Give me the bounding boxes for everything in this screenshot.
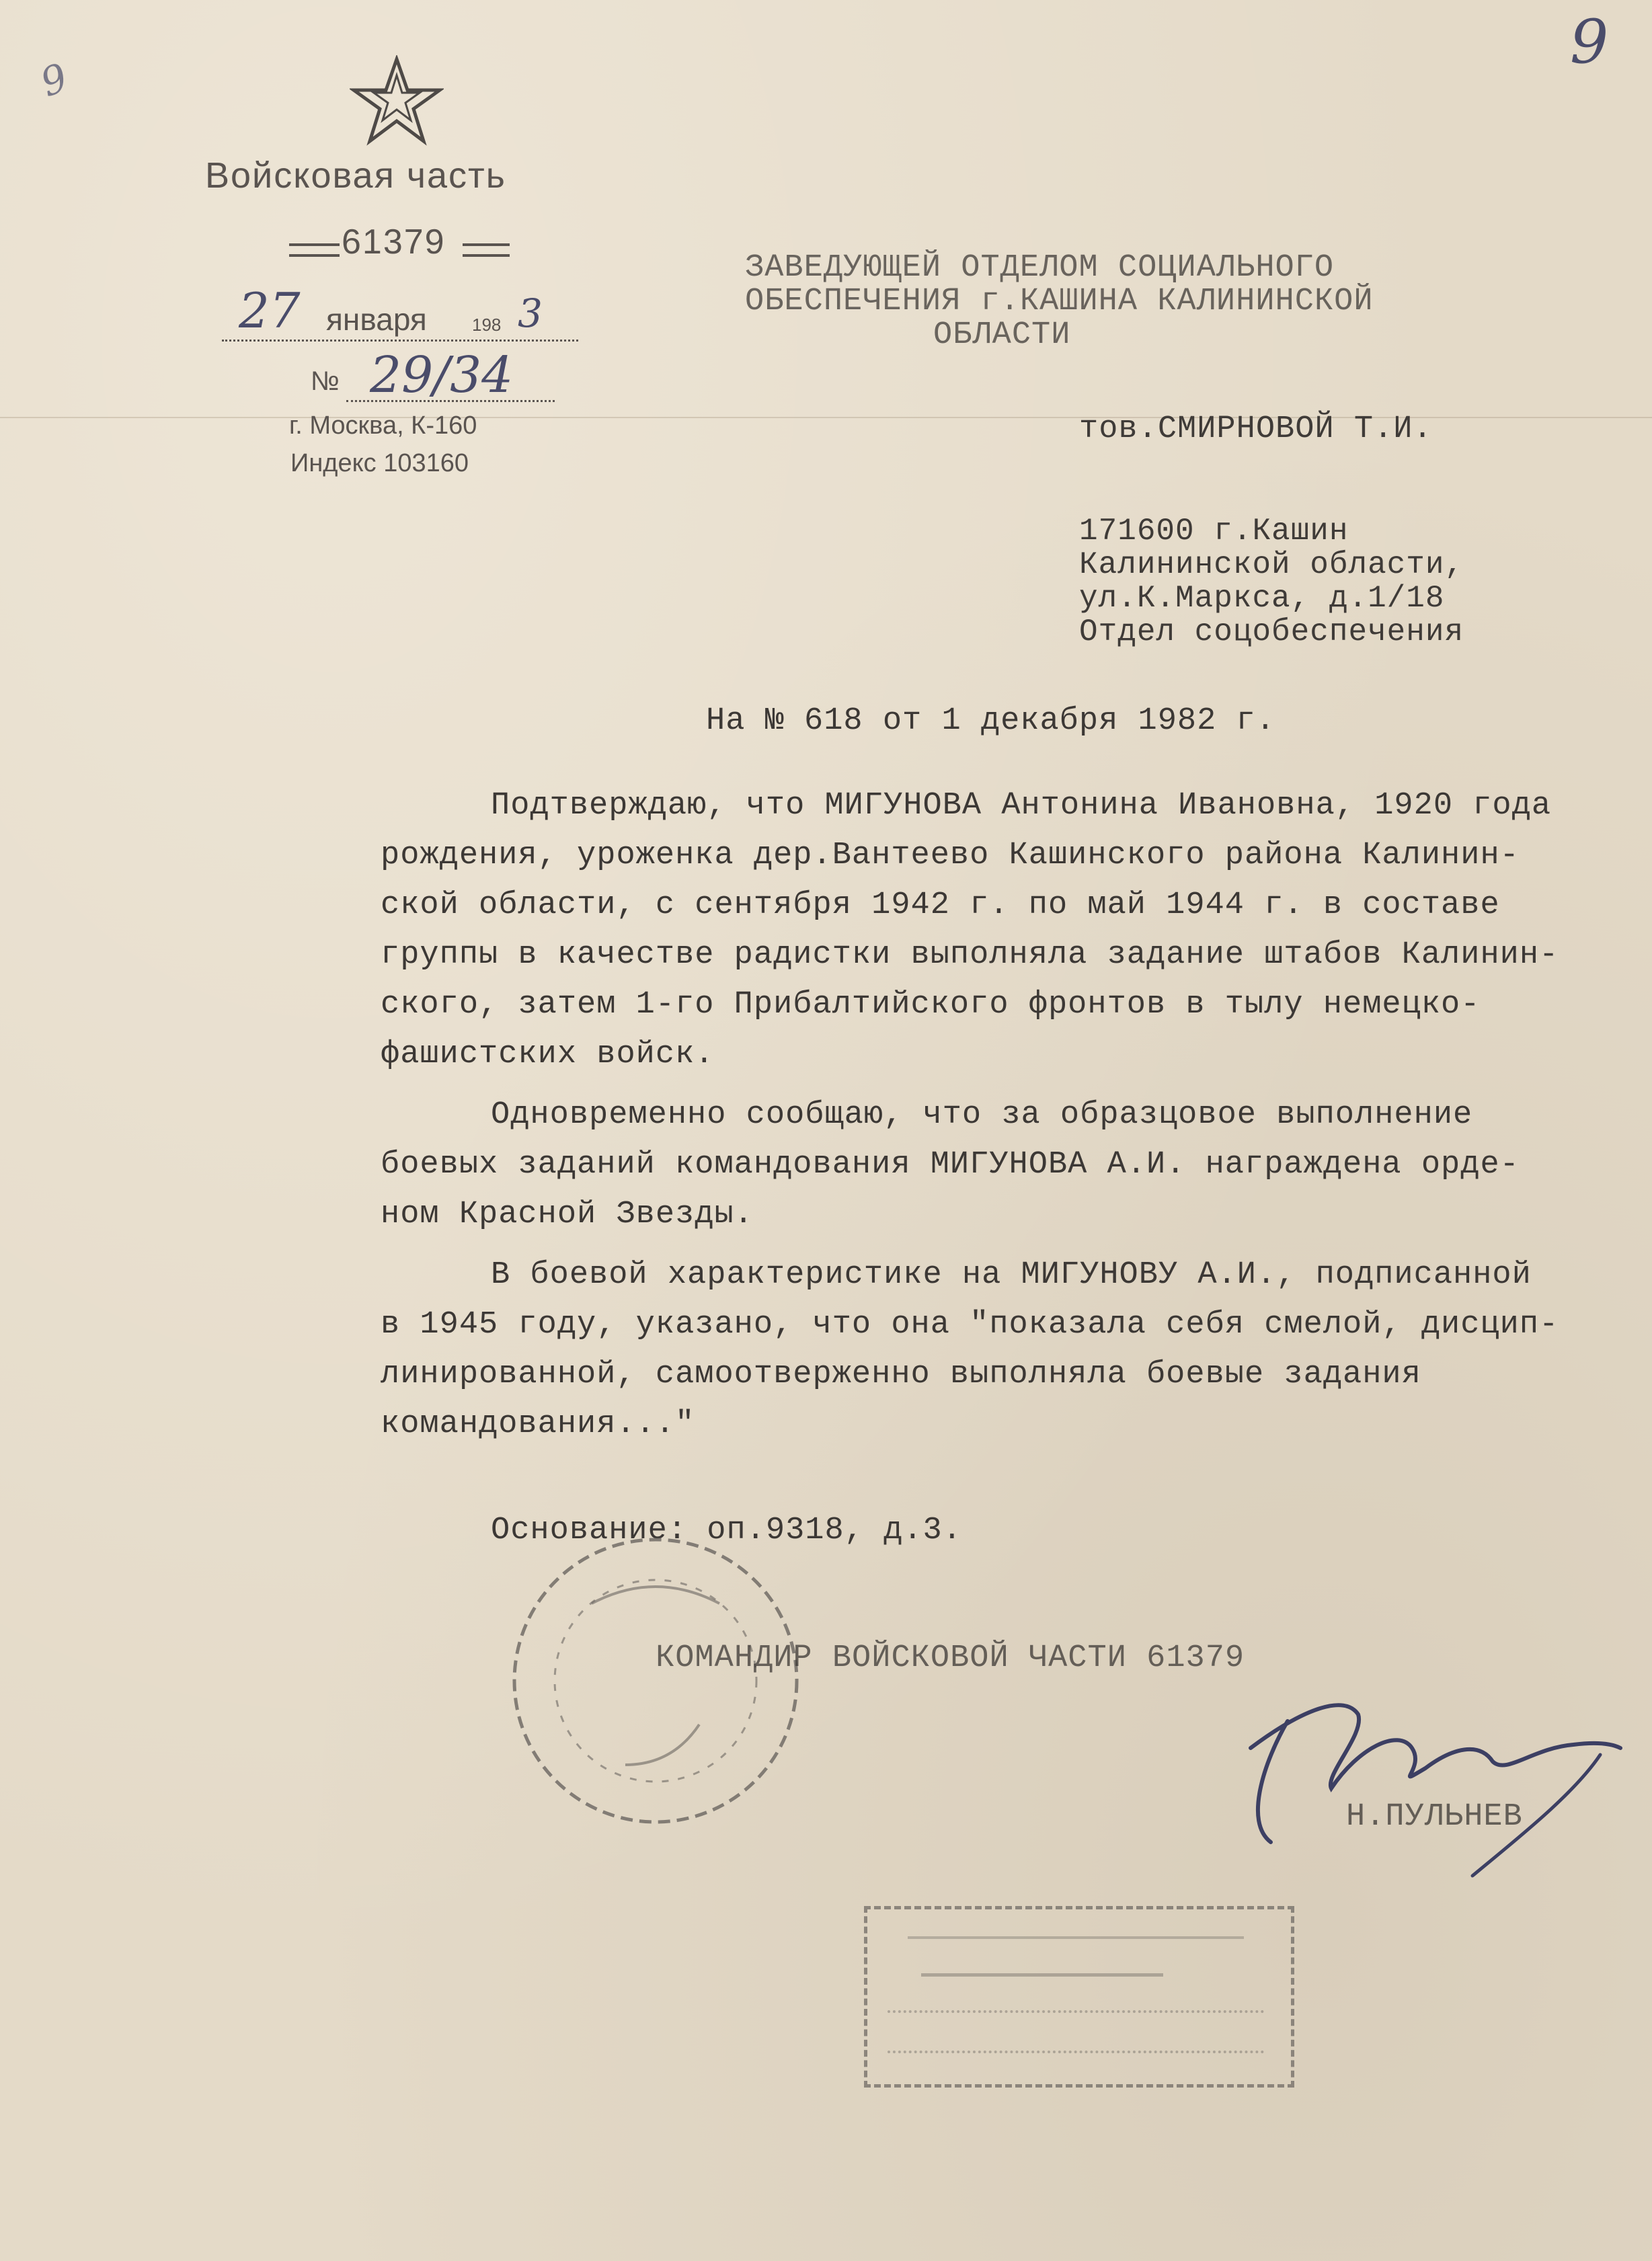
addressee-position-line-1: ЗАВЕДУЮЩЕЙ ОТДЕЛОМ СОЦИАЛЬНОГО <box>745 250 1335 286</box>
address-line-2: Калининской области, <box>1079 547 1464 582</box>
body-line: Подтверждаю, что МИГУНОВА Антонина Ивановна, 1920 года <box>491 788 1552 824</box>
reference-line: На № 618 от 1 декабря 1982 г. <box>706 703 1275 739</box>
body-line: рождения, уроженка дер.Вантеево Кашинского района Калинин- <box>381 838 1520 873</box>
addressee-position-line-3: ОБЛАСТИ <box>933 317 1071 353</box>
addressee-name: тов.СМИРНОВОЙ Т.И. <box>1079 411 1433 447</box>
addressee-position-line-2: ОБЕСПЕЧЕНИЯ г.КАШИНА КАЛИНИНСКОЙ <box>745 284 1374 319</box>
handwritten-signature <box>1224 1667 1627 1882</box>
body-line: ном Красной Звезды. <box>381 1197 754 1232</box>
body-line: командования..." <box>381 1406 695 1442</box>
corner-page-mark: 9 <box>1570 7 1609 77</box>
stamp-date-year-suffix: 3 <box>518 290 543 336</box>
stamp-index: Индекс 103160 <box>290 449 469 477</box>
body-line: боевых заданий командования МИГУНОВА А.И. награждена орде- <box>381 1147 1520 1183</box>
left-corner-mark: 9 <box>34 54 74 106</box>
stamp-date-year-prefix: 198 <box>472 315 502 335</box>
signatory-title: КОМАНДИР ВОЙСКОВОЙ ЧАСТИ 61379 <box>656 1640 1245 1676</box>
stamp-date-day: 27 <box>239 282 301 339</box>
round-seal-icon <box>498 1523 814 1839</box>
archive-stamp <box>864 1906 1294 2088</box>
star-icon <box>350 55 444 146</box>
body-line: фашистских войск. <box>381 1037 715 1072</box>
stamp-number-label: № <box>311 366 340 396</box>
stamp-date-month: января <box>326 302 427 337</box>
basis-line: Основание: оп.9318, д.3. <box>491 1513 962 1548</box>
address-line-1: 171600 г.Кашин <box>1079 514 1349 549</box>
body-line: группы в качестве радистки выполняла задание штабов Калинин- <box>381 937 1559 973</box>
unit-stamp-line-right <box>463 243 510 257</box>
body-line: ской области, с сентября 1942 г. по май 1944 г. в составе <box>381 887 1500 923</box>
stamp-number-value: 29/34 <box>370 346 514 404</box>
unit-number: 61379 <box>342 223 446 262</box>
stamp-number-underline <box>346 400 555 402</box>
body-line: в 1945 году, указано, что она "показала себя смелой, дисцип- <box>381 1307 1559 1343</box>
body-line: линированной, самоотверженно выполняла боевые задания <box>381 1357 1421 1392</box>
unit-stamp-line-left <box>289 243 340 257</box>
signatory-name: Н.ПУЛЬНЕВ <box>1346 1799 1523 1835</box>
body-line: ского, затем 1-го Прибалтийского фронтов в тылу немецко- <box>381 987 1481 1023</box>
unit-stamp-title: Войсковая часть <box>205 155 506 196</box>
stamp-city: г. Москва, К-160 <box>289 411 477 440</box>
stamp-date-underline <box>222 340 578 342</box>
address-line-4: Отдел соцобеспечения <box>1079 614 1464 649</box>
body-line: В боевой характеристике на МИГУНОВУ А.И., подписанной <box>491 1257 1532 1293</box>
body-line: Одновременно сообщаю, что за образцовое выполнение <box>491 1097 1473 1133</box>
address-line-3: ул.К.Маркса, д.1/18 <box>1079 581 1445 616</box>
